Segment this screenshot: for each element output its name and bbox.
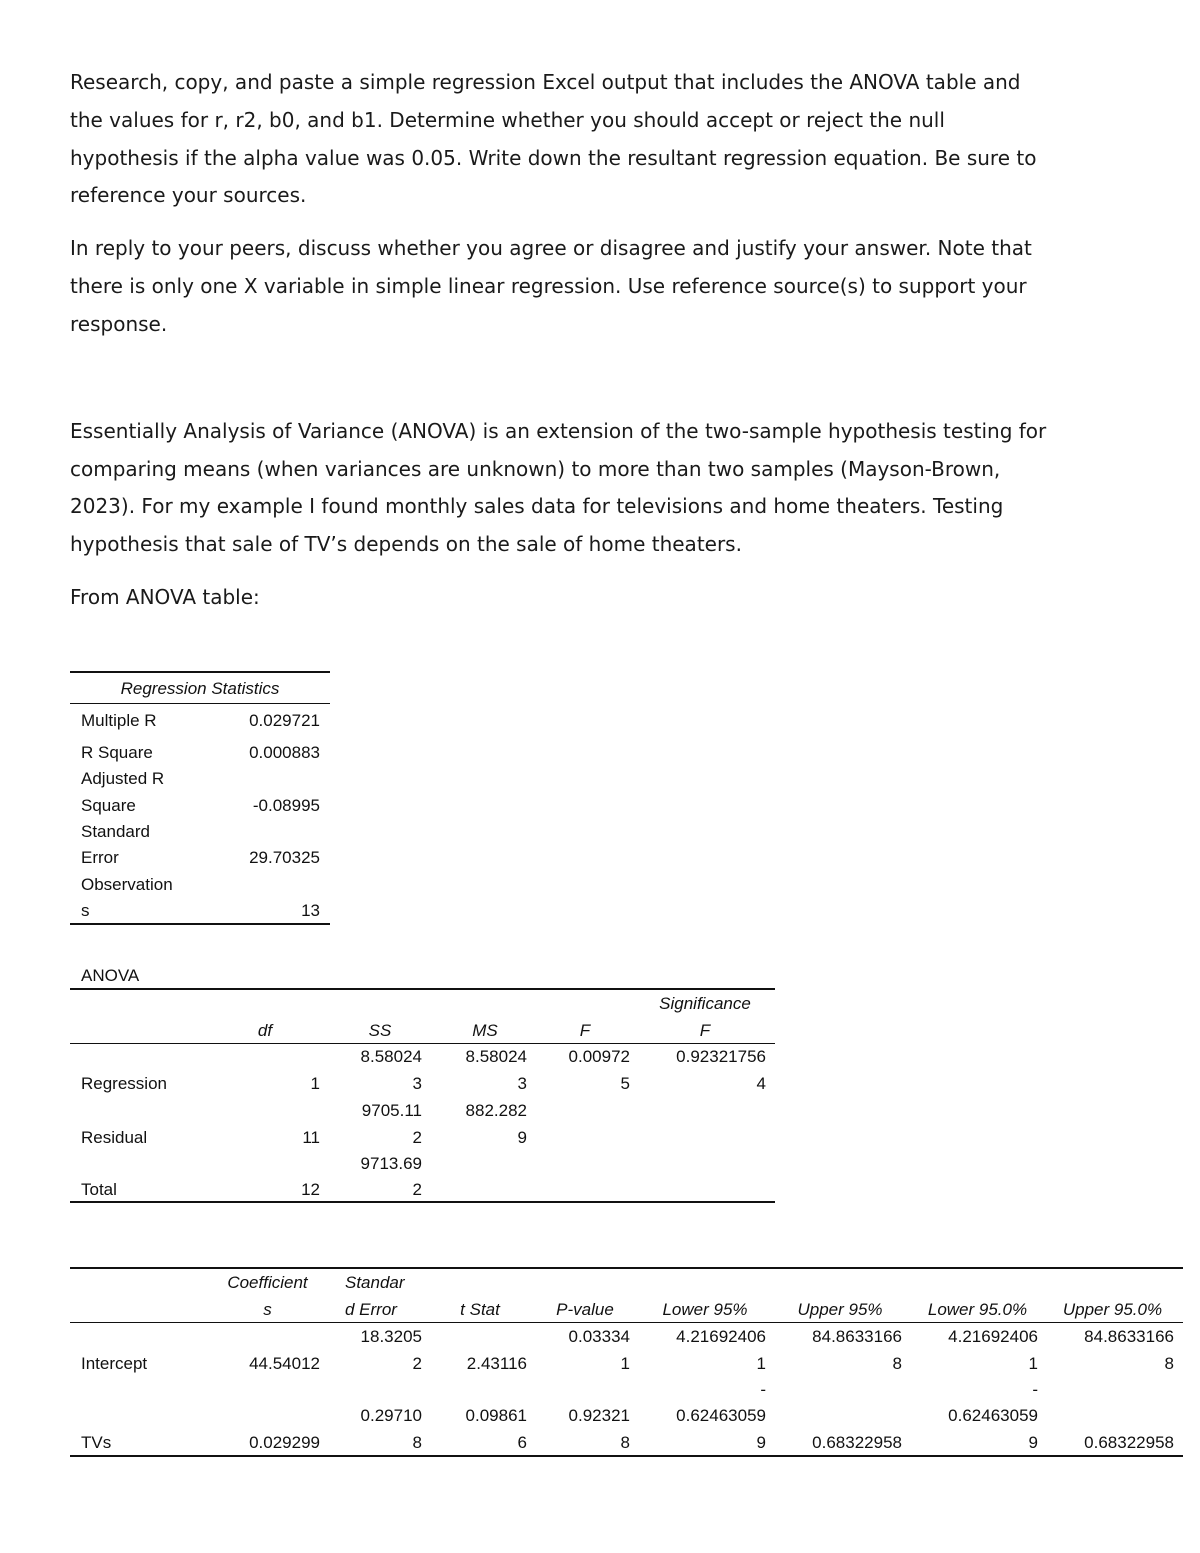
coef-cell: 0.92321 <box>568 1406 630 1425</box>
anova-cell: 9713.69 <box>360 1154 422 1173</box>
anova-row-label: Regression <box>81 1074 167 1093</box>
coef-header: s <box>263 1300 272 1319</box>
instructions-line: the values for r, r2, b0, and b1. Determine whether you should accept or reject the null <box>70 108 945 132</box>
coef-cell: 9 <box>756 1433 766 1452</box>
coef-row-label: Intercept <box>81 1354 148 1373</box>
anova-cell: 12 <box>301 1180 320 1199</box>
instructions-line: hypothesis if the alpha value was 0.05. Write down the resultant regression equation. Be sure to <box>70 146 1037 170</box>
anova-header-sig: F <box>699 1021 711 1040</box>
anova-cell: 0.92321756 <box>676 1047 766 1066</box>
stat-label: Error <box>81 848 119 867</box>
coef-cell: 8 <box>892 1354 902 1373</box>
coef-cell: 18.3205 <box>360 1327 422 1346</box>
stat-value: 29.70325 <box>249 848 320 867</box>
anova-cell: 8.58024 <box>465 1047 527 1066</box>
anova-header-ms: MS <box>472 1021 498 1040</box>
anova-cell: 2 <box>412 1128 422 1147</box>
coef-cell: 0.62463059 <box>948 1406 1038 1425</box>
anova-header-sig: Significance <box>659 994 751 1013</box>
coef-cell: 0.68322958 <box>1084 1433 1174 1452</box>
stat-value: 13 <box>301 901 320 920</box>
anova-cell: 5 <box>620 1074 630 1093</box>
coef-cell: 8 <box>620 1433 630 1452</box>
coef-header: Standar <box>345 1273 405 1292</box>
stat-label: Standard <box>81 822 150 841</box>
stat-value: 0.000883 <box>249 743 320 762</box>
anova-cell: 11 <box>302 1128 320 1147</box>
coef-cell: 0.03334 <box>568 1327 630 1346</box>
stat-value: 0.029721 <box>249 711 320 730</box>
anova-cell: 1 <box>310 1074 320 1093</box>
anova-cell: 3 <box>412 1074 422 1093</box>
anova-cell: 4 <box>756 1074 766 1093</box>
coef-header: t Stat <box>460 1300 500 1319</box>
coef-header: Coefficient <box>227 1273 308 1292</box>
stat-label: Adjusted R <box>81 769 165 788</box>
coef-cell: 1 <box>1028 1354 1038 1373</box>
coef-header: P-value <box>556 1300 614 1319</box>
coef-row-label: TVs <box>81 1433 112 1452</box>
coef-cell: 9 <box>1028 1433 1038 1452</box>
post-line: Essentially Analysis of Variance (ANOVA) is an extension of the two-sample hypothesis testing for <box>70 419 1047 443</box>
coef-cell: 2.43116 <box>466 1354 527 1373</box>
coef-header: Upper 95% <box>797 1300 883 1319</box>
coef-header: Lower 95.0% <box>927 1300 1028 1319</box>
post-line: 2023). For my example I found monthly sales data for televisions and home theaters. Testing <box>70 494 1004 518</box>
post-line: comparing means (when variances are unknown) to more than two samples (Mayson-Brown, <box>70 457 1001 481</box>
stat-label: Multiple R <box>81 711 157 730</box>
anova-intro: From ANOVA table: <box>70 585 260 609</box>
coef-cell: 1 <box>756 1354 766 1373</box>
stat-label: R Square <box>81 743 153 762</box>
anova-cell: 0.00972 <box>568 1047 630 1066</box>
coef-cell: 0.09861 <box>465 1406 527 1425</box>
coef-cell: 8 <box>1164 1354 1174 1373</box>
anova-header-ss: SS <box>368 1021 392 1040</box>
anova-cell: 9 <box>517 1128 527 1147</box>
coef-cell: 0.68322958 <box>812 1433 902 1452</box>
anova-cell: 882.282 <box>465 1101 527 1120</box>
anova-cell: 3 <box>517 1074 527 1093</box>
coef-cell: 6 <box>517 1433 527 1452</box>
stat-label: Square <box>81 796 136 815</box>
coef-cell: 44.54012 <box>249 1354 320 1373</box>
coef-cell: - <box>760 1380 766 1399</box>
anova-cell: 2 <box>412 1180 422 1199</box>
coef-cell: 4.21692406 <box>676 1327 766 1346</box>
coef-cell: - <box>1032 1380 1038 1399</box>
anova-row-label: Residual <box>81 1128 148 1147</box>
coef-cell: 4.21692406 <box>948 1327 1038 1346</box>
coef-cell: 84.8633166 <box>812 1327 902 1346</box>
coef-cell: 0.62463059 <box>676 1406 766 1425</box>
coef-cell: 1 <box>620 1354 630 1373</box>
anova-row-label: Total <box>81 1180 117 1199</box>
instructions-line: Research, copy, and paste a simple regression Excel output that includes the ANOVA table and <box>70 70 1021 94</box>
instructions-line: response. <box>70 312 168 336</box>
coef-header: d Error <box>345 1300 397 1319</box>
coef-header: Lower 95% <box>662 1300 748 1319</box>
instructions-line: In reply to your peers, discuss whether you agree or disagree and justify your answer. Note that <box>70 236 1032 260</box>
coef-cell: 84.8633166 <box>1084 1327 1174 1346</box>
stat-label: s <box>81 901 90 920</box>
instructions-line: reference your sources. <box>70 183 307 207</box>
coef-cell: 0.29710 <box>360 1406 422 1425</box>
stat-value: -0.08995 <box>252 796 320 815</box>
coef-cell: 8 <box>412 1433 422 1452</box>
anova-header-df: df <box>257 1021 273 1040</box>
anova-cell: 8.58024 <box>360 1047 422 1066</box>
post-line: hypothesis that sale of TV’s depends on the sale of home theaters. <box>70 532 742 556</box>
regression-statistics-title: Regression Statistics <box>120 679 280 698</box>
stat-label: Observation <box>81 875 173 894</box>
coef-header: Upper 95.0% <box>1062 1300 1163 1319</box>
coef-cell: 0.029299 <box>249 1433 320 1452</box>
instructions-line: there is only one X variable in simple linear regression. Use reference source(s) to support your <box>70 274 1027 298</box>
anova-title: ANOVA <box>81 966 140 985</box>
anova-header-f: F <box>579 1021 591 1040</box>
anova-cell: 9705.11 <box>361 1101 422 1120</box>
coef-cell: 2 <box>412 1354 422 1373</box>
